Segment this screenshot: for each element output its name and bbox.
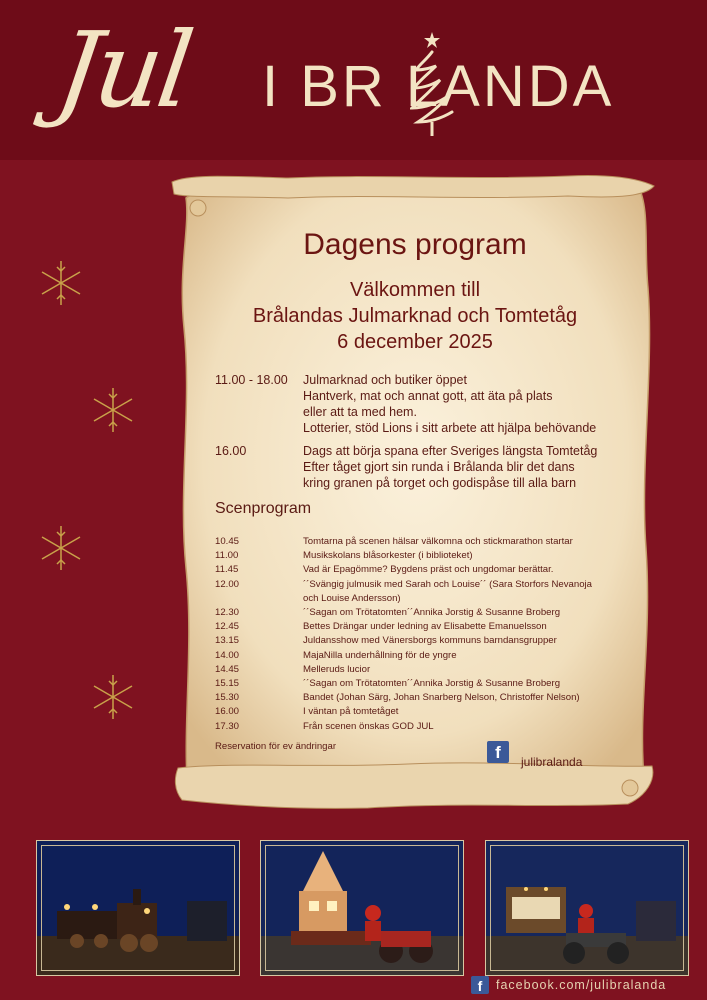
photo-frame (41, 845, 235, 971)
schedule-line: kring granen på torget och godispåse till alla barn (303, 476, 577, 490)
scen-text: Från scenen önskas GOD JUL (303, 720, 434, 732)
scenprogram-table (215, 535, 633, 734)
photo-santa-quad (485, 840, 689, 976)
scen-time: 14.00 (215, 649, 240, 661)
schedule-time: 16.00 (215, 444, 247, 458)
scen-row (215, 634, 633, 648)
scen-row (215, 649, 633, 663)
scen-text: ´´Sagan om Trötatomten´´Annika Jorstig & Susanne Broberg (303, 607, 561, 619)
title-jul: Jul (49, 9, 197, 131)
facebook-handle[interactable]: julibralanda (521, 755, 583, 769)
scen-time: 11.45 (215, 564, 239, 576)
photo-frame (265, 845, 459, 971)
scen-row (215, 620, 633, 634)
scen-time: 14.45 (215, 663, 240, 675)
snowflake-icon (88, 385, 138, 435)
footer-facebook-icon[interactable]: f (471, 976, 489, 994)
event-date: 6 december 2025 (337, 331, 493, 353)
scen-text: Vad är Epagömme? Bygdens präst och ungdomar berättar. (303, 564, 554, 576)
scen-row (215, 663, 633, 677)
scen-text: Bettes Drängar under ledning av Elisabette Emanuelsson (303, 621, 547, 633)
footer-facebook-url[interactable]: facebook.com/julibralanda (496, 978, 667, 992)
scen-text: och Louise Andersson) (303, 592, 401, 604)
welcome-line-1: Välkommen till (349, 279, 481, 301)
snowflake-icon (36, 523, 86, 573)
schedule-line: Julmarknad och butiker öppet (303, 373, 467, 387)
photo-gingerbread-float (260, 840, 464, 976)
snowflake-icon (88, 672, 138, 722)
scen-text: ´´Sagan om Trötatomten´´Annika Jorstig & Susanne Broberg (303, 678, 561, 690)
photo-train (36, 840, 240, 976)
program-heading: Dagens program (303, 228, 527, 261)
photo-frame (490, 845, 684, 971)
title-i-bralanda: I BR LANDA (262, 54, 615, 119)
scen-time: 12.00 (215, 578, 240, 590)
scen-row (215, 691, 633, 705)
scen-time: 17.30 (215, 720, 240, 732)
schedule-item (215, 372, 645, 436)
scen-time: 13.15 (215, 635, 240, 647)
schedule-time: 11.00 - 18.00 (215, 373, 288, 387)
scen-text: Musikskolans blåsorkester (i biblioteket) (303, 550, 473, 562)
scen-row (215, 563, 633, 577)
schedule-description (303, 443, 643, 491)
scen-time: 16.00 (215, 706, 240, 718)
schedule-line: Efter tåget gjort sin runda i Brålanda blir det dans (303, 460, 575, 474)
scen-text: Bandet (Johan Särg, Johan Snarberg Nelson, Christoffer Nelson) (303, 692, 580, 704)
schedule-item (215, 443, 645, 493)
scen-row (215, 705, 633, 719)
scen-time: 11.00 (215, 550, 239, 562)
scen-text: ´´Svängig julmusik med Sarah och Louise´´ (Sara Storfors Nevanoja (303, 578, 593, 590)
scen-time: 12.45 (215, 621, 240, 633)
scen-text: Juldansshow med Vänersborgs kommuns barndansgrupper (303, 635, 557, 647)
facebook-icon[interactable]: f (487, 741, 509, 763)
schedule-line: eller att ta med hem. (303, 405, 417, 419)
scen-time: 12.30 (215, 607, 240, 619)
scen-row (215, 592, 633, 606)
snowflake-icon (36, 258, 86, 308)
scen-time: 15.30 (215, 692, 240, 704)
scen-row (215, 578, 633, 592)
welcome-line-2: Brålandas Julmarknad och Tomtetåg (252, 305, 578, 327)
schedule-line: Lotterier, stöd Lions i sitt arbete att hjälpa behövande (303, 421, 597, 435)
scen-text: Tomtarna på scenen hälsar välkomna och stickmarathon startar (303, 536, 573, 547)
schedule-line: Dags att börja spana efter Sveriges längsta Tomtetåg (303, 444, 598, 458)
scen-time: 10.45 (215, 536, 240, 547)
scen-row (215, 677, 633, 691)
scen-time: 15.15 (215, 678, 240, 690)
scen-row (215, 535, 633, 549)
christmas-tree-icon (410, 30, 454, 138)
scen-row (215, 720, 633, 734)
reservation-note: Reservation för ev ändringar (215, 741, 337, 752)
scen-row (215, 549, 633, 563)
scen-time (215, 592, 303, 606)
scen-text: I väntan på tomtetåget (303, 706, 399, 718)
schedule-description (303, 372, 643, 436)
scen-text: MajaNilla underhållning för de yngre (303, 649, 457, 661)
welcome-block (170, 277, 660, 355)
scen-text: Melleruds lucior (303, 663, 371, 675)
schedule-line: Hantverk, mat och annat gott, att äta på plats (303, 389, 553, 403)
scenprogram-heading: Scenprogram (215, 500, 312, 517)
scen-row (215, 606, 633, 620)
